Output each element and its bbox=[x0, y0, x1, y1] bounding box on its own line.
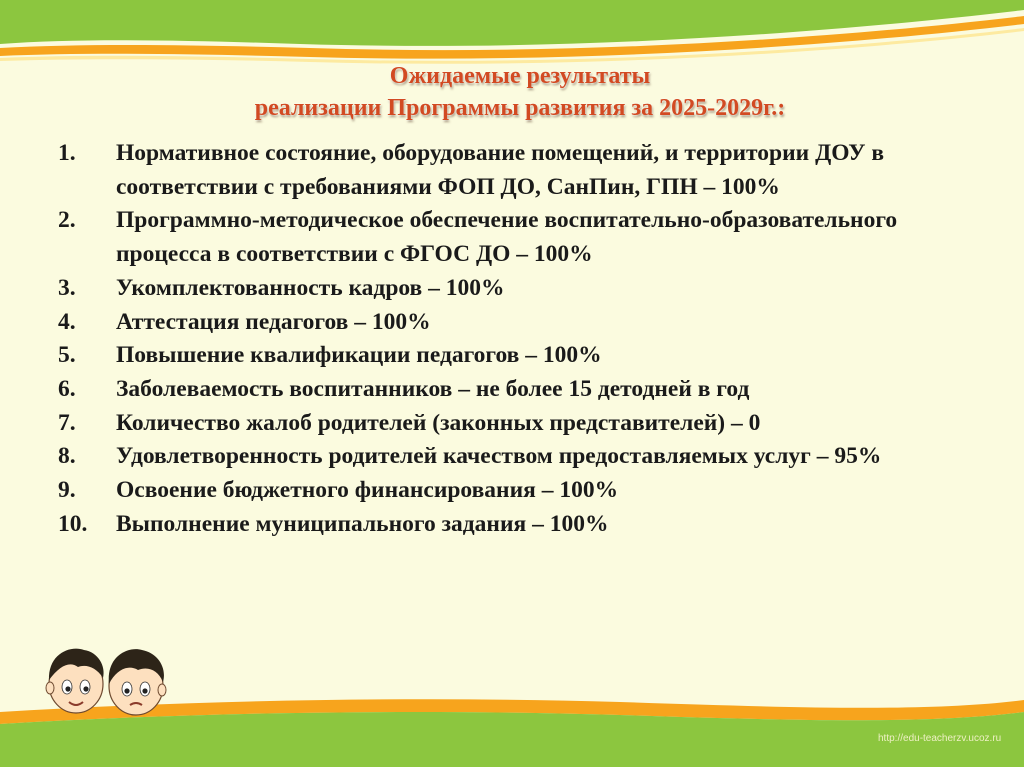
item-text: Нормативное состояние, оборудование помещений, и территории ДОУ в соответствии с требованиями ФОП ДО, СанПин, ГПН – 100% bbox=[116, 140, 885, 200]
item-number: 2. bbox=[58, 207, 76, 234]
results-list bbox=[58, 137, 988, 541]
list-item bbox=[58, 272, 988, 306]
boy-face-icon bbox=[46, 649, 104, 713]
item-number: 4. bbox=[58, 308, 76, 335]
list-item bbox=[58, 339, 988, 373]
bottom-green-band bbox=[0, 712, 1024, 767]
item-number: 6. bbox=[58, 375, 76, 402]
item-text: Количество жалоб родителей (законных представителей) – 0 bbox=[116, 409, 761, 436]
title-line-1: Ожидаемые результаты bbox=[389, 63, 651, 89]
item-text: Укомплектованность кадров – 100% bbox=[116, 274, 505, 301]
item-number: 3. bbox=[58, 274, 76, 301]
title-line-2: реализации Программы развития за 2025-2029г.: bbox=[254, 95, 786, 121]
item-number: 10. bbox=[58, 510, 88, 537]
list-item bbox=[58, 306, 988, 340]
item-text: Освоение бюджетного финансирования – 100% bbox=[116, 477, 619, 504]
list-item bbox=[58, 474, 988, 508]
list-item bbox=[58, 508, 988, 542]
item-text: Программно-методическое обеспечение воспитательно-образовательного процесса в соответствии с ФГОС ДО – 100% bbox=[116, 207, 898, 268]
item-number: 7. bbox=[58, 409, 76, 436]
item-text: Аттестация педагогов – 100% bbox=[116, 308, 431, 335]
list-item bbox=[58, 137, 988, 204]
children-illustration bbox=[36, 640, 176, 720]
item-text: Заболеваемость воспитанников – не более 15 детодней в год bbox=[116, 375, 750, 402]
list-item bbox=[58, 440, 988, 474]
item-number: 8. bbox=[58, 443, 76, 470]
list-item bbox=[58, 204, 988, 271]
item-text: Удовлетворенность родителей качеством предоставляемых услуг – 95% bbox=[116, 443, 882, 470]
slide-title bbox=[190, 60, 850, 124]
item-number: 9. bbox=[58, 477, 76, 504]
watermark: http://edu-teacherzv.ucoz.ru bbox=[878, 733, 1002, 744]
item-number: 5. bbox=[58, 342, 76, 369]
list-item bbox=[58, 373, 988, 407]
girl-face-icon bbox=[109, 649, 166, 715]
item-number: 1. bbox=[58, 140, 76, 166]
item-text: Выполнение муниципального задания – 100% bbox=[116, 510, 609, 537]
item-text: Повышение квалификации педагогов – 100% bbox=[116, 342, 602, 369]
list-item bbox=[58, 407, 988, 441]
